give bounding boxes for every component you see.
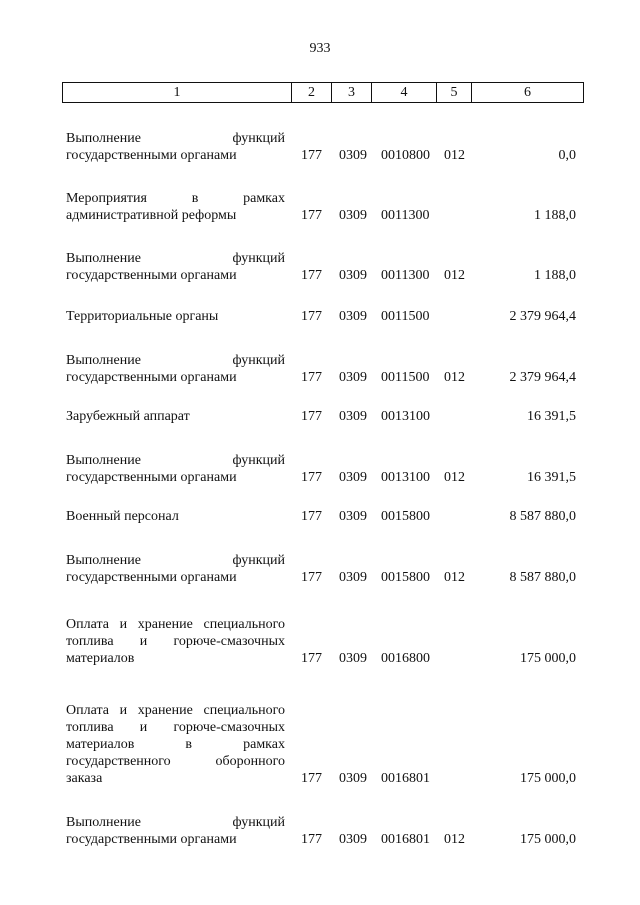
table-row bbox=[0, 406, 640, 425]
row-col2: 177 bbox=[301, 470, 322, 485]
row-name-line: Выполнение функций bbox=[66, 815, 285, 830]
row-col4: 0011300 bbox=[381, 208, 430, 223]
table-row bbox=[0, 550, 640, 586]
row-col6: 16 391,5 bbox=[527, 409, 576, 424]
row-name-line: Выполнение функций bbox=[66, 131, 285, 146]
row-name-line: Выполнение функций bbox=[66, 553, 285, 568]
row-col3: 0309 bbox=[339, 148, 367, 163]
row-name-line: государственного оборонного bbox=[66, 754, 285, 769]
row-col2: 177 bbox=[301, 148, 322, 163]
row-col5: 012 bbox=[444, 570, 465, 585]
row-col4: 0011500 bbox=[381, 370, 430, 385]
row-name bbox=[66, 352, 285, 386]
row-col4: 0013100 bbox=[381, 409, 430, 424]
row-col6: 8 587 880,0 bbox=[509, 570, 576, 585]
row-name bbox=[66, 616, 285, 667]
row-col4: 0015800 bbox=[381, 570, 430, 585]
header-col-5: 5 bbox=[437, 83, 472, 102]
table-row bbox=[0, 506, 640, 525]
row-col2: 177 bbox=[301, 409, 322, 424]
row-col3: 0309 bbox=[339, 651, 367, 666]
row-col2: 177 bbox=[301, 309, 322, 324]
row-col2: 177 bbox=[301, 651, 322, 666]
row-name bbox=[66, 250, 285, 284]
row-col4: 0010800 bbox=[381, 148, 430, 163]
table-row bbox=[0, 306, 640, 325]
row-col6: 1 188,0 bbox=[534, 268, 576, 283]
row-name bbox=[66, 702, 285, 787]
row-name bbox=[66, 408, 285, 425]
row-col3: 0309 bbox=[339, 409, 367, 424]
row-name-line: Территориальные органы bbox=[66, 309, 219, 324]
row-name-line: Мероприятия в рамках bbox=[66, 191, 285, 206]
row-col6: 175 000,0 bbox=[520, 651, 576, 666]
header-col-3: 3 bbox=[332, 83, 372, 102]
table-row bbox=[0, 450, 640, 486]
row-name-line: государственными органами bbox=[66, 470, 237, 485]
table-row bbox=[0, 700, 640, 787]
row-name-line: Зарубежный аппарат bbox=[66, 409, 190, 424]
row-col4: 0011300 bbox=[381, 268, 430, 283]
row-col2: 177 bbox=[301, 832, 322, 847]
row-name bbox=[66, 508, 285, 525]
row-col6: 8 587 880,0 bbox=[509, 509, 576, 524]
row-col6: 1 188,0 bbox=[534, 208, 576, 223]
row-col6: 2 379 964,4 bbox=[509, 370, 576, 385]
row-col3: 0309 bbox=[339, 309, 367, 324]
row-name-line: Оплата и хранение специального bbox=[66, 703, 285, 718]
row-col4: 0016801 bbox=[381, 771, 430, 786]
row-col3: 0309 bbox=[339, 470, 367, 485]
row-col6: 2 379 964,4 bbox=[509, 309, 576, 324]
row-col2: 177 bbox=[301, 771, 322, 786]
header-col-1: 1 bbox=[63, 83, 292, 102]
row-col5: 012 bbox=[444, 370, 465, 385]
row-name-line: государственными органами bbox=[66, 832, 237, 847]
row-col4: 0015800 bbox=[381, 509, 430, 524]
row-col6: 0,0 bbox=[558, 148, 576, 163]
row-name bbox=[66, 190, 285, 224]
row-col4: 0016800 bbox=[381, 651, 430, 666]
row-col3: 0309 bbox=[339, 509, 367, 524]
row-col4: 0013100 bbox=[381, 470, 430, 485]
row-name bbox=[66, 814, 285, 848]
row-name-line: государственными органами bbox=[66, 148, 237, 163]
row-col3: 0309 bbox=[339, 570, 367, 585]
row-name-line: материалов bbox=[66, 651, 135, 666]
row-name bbox=[66, 130, 285, 164]
row-name-line: топлива и горюче-смазочных bbox=[66, 720, 285, 735]
row-col3: 0309 bbox=[339, 370, 367, 385]
row-col5: 012 bbox=[444, 470, 465, 485]
row-col5: 012 bbox=[444, 148, 465, 163]
row-name-line: Военный персонал bbox=[66, 509, 179, 524]
table-row bbox=[0, 350, 640, 386]
row-col2: 177 bbox=[301, 208, 322, 223]
row-name-line: государственными органами bbox=[66, 570, 237, 585]
row-name-line: Оплата и хранение специального bbox=[66, 617, 285, 632]
table-row bbox=[0, 188, 640, 224]
row-name-line: материалов в рамках bbox=[66, 737, 285, 752]
row-col3: 0309 bbox=[339, 268, 367, 283]
row-name-line: заказа bbox=[66, 771, 103, 786]
row-name bbox=[66, 308, 285, 325]
row-col2: 177 bbox=[301, 570, 322, 585]
row-col3: 0309 bbox=[339, 832, 367, 847]
row-name-line: государственными органами bbox=[66, 268, 237, 283]
row-name-line: государственными органами bbox=[66, 370, 237, 385]
row-name bbox=[66, 452, 285, 486]
row-col2: 177 bbox=[301, 370, 322, 385]
table-row bbox=[0, 812, 640, 848]
page-number: 933 bbox=[309, 41, 331, 56]
row-col5: 012 bbox=[444, 832, 465, 847]
row-col3: 0309 bbox=[339, 771, 367, 786]
row-col2: 177 bbox=[301, 509, 322, 524]
row-col6: 175 000,0 bbox=[520, 832, 576, 847]
table-header bbox=[62, 82, 584, 103]
row-col5: 012 bbox=[444, 268, 465, 283]
table-row bbox=[0, 614, 640, 667]
row-name-line: топлива и горюче-смазочных bbox=[66, 634, 285, 649]
header-col-6: 6 bbox=[524, 84, 531, 100]
row-name bbox=[66, 552, 285, 586]
row-col4: 0011500 bbox=[381, 309, 430, 324]
header-col-4: 4 bbox=[372, 83, 437, 102]
header-col-2: 2 bbox=[292, 83, 332, 102]
row-col6: 175 000,0 bbox=[520, 771, 576, 786]
table-row bbox=[0, 248, 640, 284]
row-col6: 16 391,5 bbox=[527, 470, 576, 485]
row-name-line: Выполнение функций bbox=[66, 251, 285, 266]
row-name-line: Выполнение функций bbox=[66, 353, 285, 368]
row-col3: 0309 bbox=[339, 208, 367, 223]
table-row bbox=[0, 128, 640, 164]
row-col2: 177 bbox=[301, 268, 322, 283]
row-name-line: административной реформы bbox=[66, 208, 237, 223]
row-col4: 0016801 bbox=[381, 832, 430, 847]
row-name-line: Выполнение функций bbox=[66, 453, 285, 468]
